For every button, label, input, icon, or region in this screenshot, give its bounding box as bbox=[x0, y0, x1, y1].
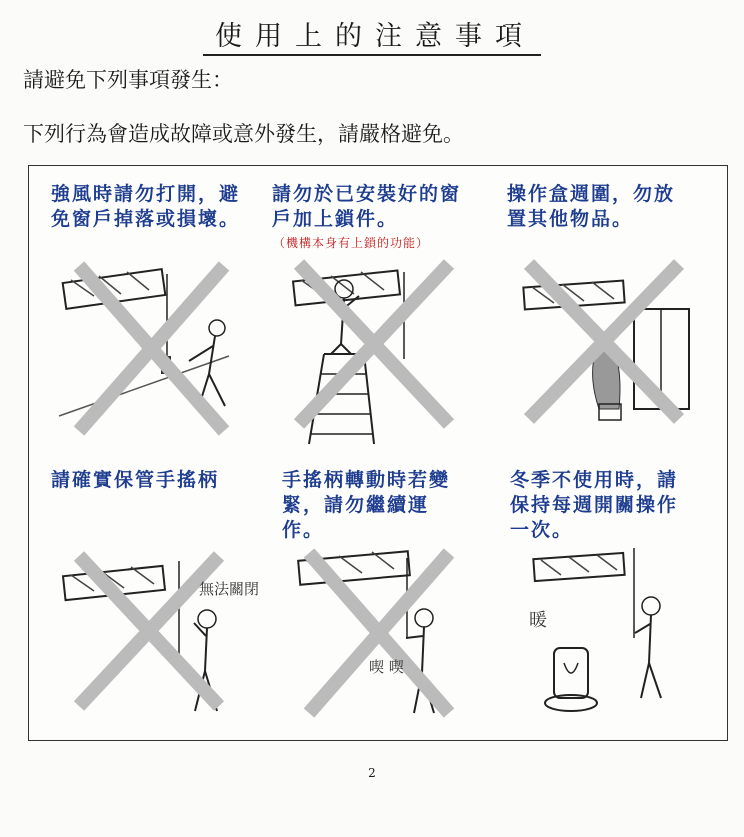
person-forcing-crank-icon bbox=[284, 538, 474, 728]
caption-wind-warning: 強風時請勿打開，避免窗戶掉落或損壞。 bbox=[51, 183, 241, 230]
caption-no-lock: 請勿於已安裝好的窗戶加上鎖件。 bbox=[272, 183, 462, 230]
intro-line-1: 請避免下列事項發生： bbox=[23, 68, 233, 92]
label-creak-sound: 喫 喫 bbox=[369, 658, 404, 676]
cabinet-plant-icon bbox=[514, 254, 704, 434]
person-on-ladder-icon bbox=[279, 254, 469, 454]
caption-no-objects: 操作盒週圍，勿放置其他物品。 bbox=[507, 183, 676, 230]
note-builtin-lock: （機構本身有上鎖的功能） bbox=[273, 236, 430, 250]
intro-line-2: 下列行為會造成故障或意外發生，請嚴格避免。 bbox=[23, 122, 464, 146]
warning-panel bbox=[28, 165, 728, 741]
caption-crank-tight: 手搖柄轉動時若變緊，請勿繼續運作。 bbox=[282, 469, 451, 541]
caption-keep-crank: 請確實保管手搖柄 bbox=[51, 469, 220, 491]
page-title: 使用上的注意事項 bbox=[0, 14, 744, 53]
page-number: 2 bbox=[368, 766, 376, 780]
label-warm: 暖 bbox=[529, 610, 547, 631]
person-heater-icon bbox=[519, 538, 699, 728]
caption-winter-operation: 冬季不使用時，請保持每週開關操作一次。 bbox=[510, 469, 679, 541]
label-cannot-close: 無法關閉 bbox=[199, 580, 260, 598]
person-walking-window-icon bbox=[49, 256, 239, 436]
person-confused-icon bbox=[49, 541, 259, 721]
